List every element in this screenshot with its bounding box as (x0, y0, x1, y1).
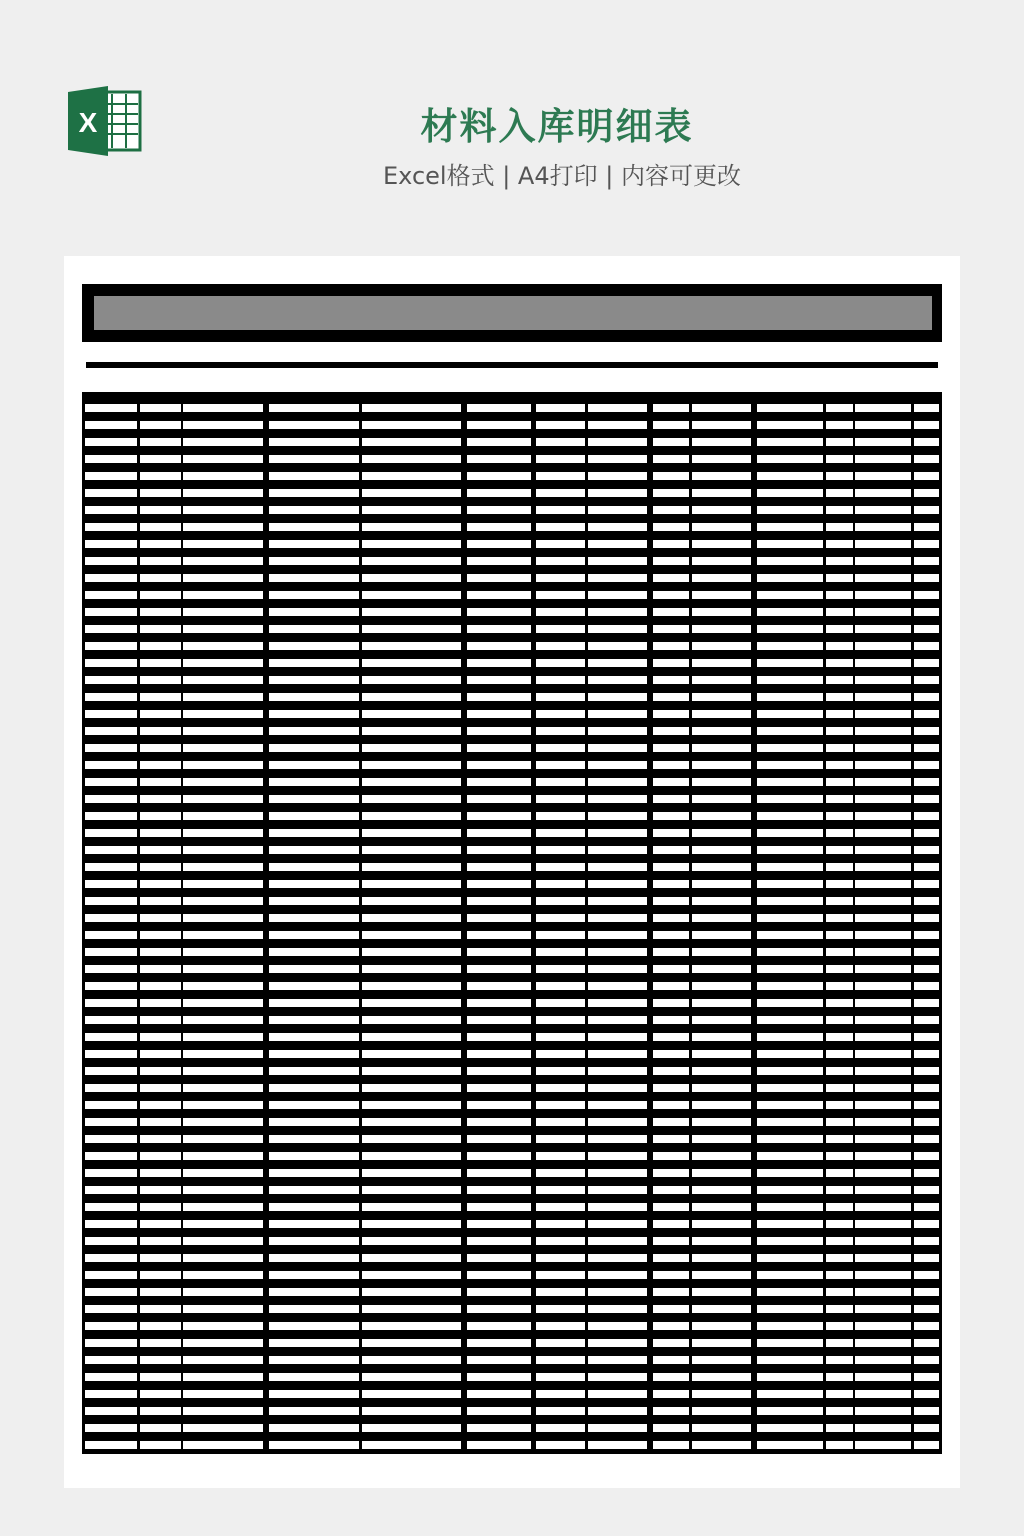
spreadsheet-preview (64, 256, 960, 1488)
column-divider (647, 395, 653, 1451)
column-divider (531, 395, 536, 1451)
column-divider (359, 395, 362, 1451)
column-divider (689, 395, 692, 1451)
page-title: 材料入库明细表 (420, 105, 694, 148)
column-divider (823, 395, 826, 1451)
sheet-title-band-fill (94, 296, 932, 330)
spreadsheet-sheet (82, 284, 942, 1454)
column-divider (911, 395, 914, 1451)
sheet-title-band (82, 284, 942, 342)
column-divider (263, 395, 269, 1451)
excel-logo-letter: X (78, 107, 98, 138)
column-divider (181, 395, 183, 1451)
page-header (0, 0, 1024, 240)
page-subtitle: Excel格式 | A4打印 | 内容可更改 (383, 162, 741, 190)
column-divider (751, 395, 757, 1451)
data-table (82, 392, 942, 1454)
column-divider (585, 395, 588, 1451)
column-divider (461, 395, 467, 1451)
column-divider (853, 395, 855, 1451)
column-divider (137, 395, 140, 1451)
